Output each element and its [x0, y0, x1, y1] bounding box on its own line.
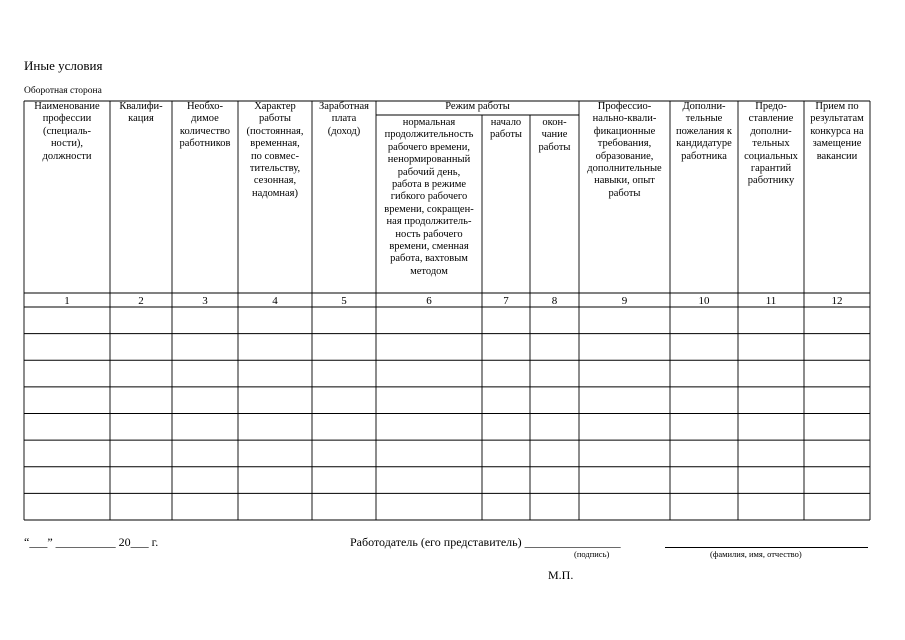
- date-line: “___” __________ 20___ г.: [24, 535, 159, 549]
- header-competition: Прием по результатам конкурса на замещение вакансии: [810, 101, 864, 162]
- employer-signature-line: Работодатель (его представитель) ________________: [350, 535, 621, 549]
- column-number: 9: [621, 295, 628, 307]
- column-number: 4: [272, 295, 278, 307]
- column-number: 11: [765, 295, 777, 307]
- signature-caption: (подпись): [574, 549, 610, 559]
- header-wishes: Дополни- тельные пожелания к кандидатуре работника: [675, 101, 733, 162]
- column-number: 7: [503, 295, 509, 307]
- header-worker-count: Необхо- димое количество работников: [179, 101, 231, 150]
- name-line: [665, 547, 868, 548]
- column-number: 8: [551, 295, 558, 307]
- header-salary: Заработная плата (доход): [319, 101, 369, 137]
- column-number: 12: [831, 295, 843, 307]
- page-subtitle: Оборотная сторона: [24, 86, 102, 96]
- column-number: 1: [64, 295, 70, 307]
- header-qualification: Квалифи- кация: [119, 101, 163, 125]
- column-number: 2: [138, 295, 144, 307]
- header-work-type: Характер работы (постоянная, временная, по совмес- тительству, сезонная, надомная): [246, 101, 304, 199]
- header-requirements: Профессио- нально-квали- фикационные требования, образование, дополнительные навыки, опыт работы: [587, 101, 662, 199]
- column-number: 5: [341, 295, 347, 307]
- header-end-time: окон- чание работы: [538, 117, 571, 153]
- page-title: Иные условия: [24, 58, 103, 73]
- name-caption: (фамилия, имя, отчество): [710, 549, 802, 559]
- stamp-placeholder: М.П.: [548, 568, 574, 582]
- column-number: 6: [426, 295, 432, 307]
- header-start-time: начало работы: [489, 117, 522, 141]
- header-work-regime: Режим работы: [445, 101, 510, 112]
- header-profession: Наименование профессии (специаль- ности), должности: [34, 101, 100, 162]
- column-number: 10: [698, 295, 710, 307]
- header-social-guarantees: Предо- ставление дополни- тельных социальных гарантий работнику: [744, 101, 798, 187]
- header-working-time: нормальная продолжительность рабочего времени, ненормированный рабочий день, работа в режиме гибкого рабочего времени, сокращен- ная продолжитель- ность рабочего времени, сменная работа, вахтовым методом: [384, 117, 474, 277]
- column-number: 3: [202, 295, 208, 307]
